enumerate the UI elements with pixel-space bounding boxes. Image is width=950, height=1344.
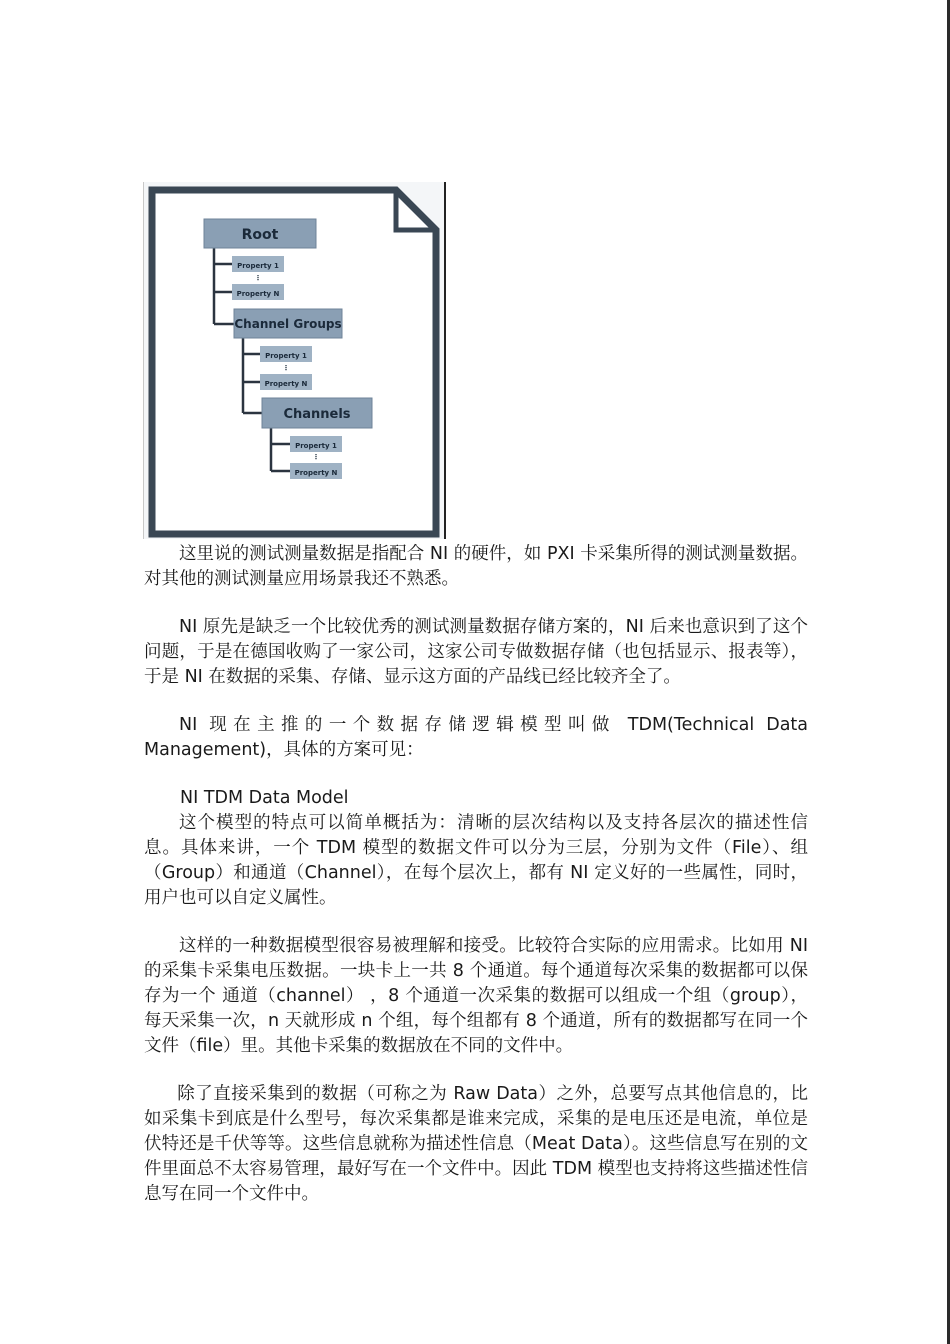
tdm-hierarchy-diagram: [144, 182, 444, 539]
group-property-ellipsis: ⋮: [282, 364, 290, 372]
channel-property-ellipsis: ⋮: [312, 453, 320, 461]
root-property-n-label: Property N: [236, 290, 280, 298]
paragraph-intro: 这里说的测试测量数据是指配合 NI 的硬件，如 PXI 卡采集所得的测试测量数据。对其他的测试测量应用场景我还不熟悉。: [144, 544, 808, 589]
paragraph-tdm: NI 现在主推的一个数据存储逻辑模型叫做 TDM(Technical Data Management)，具体的方案可见：: [144, 715, 808, 760]
channel-groups-label: Channel Groups: [234, 317, 342, 331]
paragraph-model-features: 这个模型的特点可以简单概括为：清晰的层次结构以及支持各层次的描述性信息。具体来讲，一个 TDM 模型的数据文件可以分为三层，分别为文件（File）、组（Group）和通道（Channel），在每个层次上，都有 NI 定义好的一些属性，同时，用户也可以自定义属性。: [144, 813, 808, 908]
channel-property-n-label: Property N: [294, 469, 338, 477]
paragraph-metadata: 除了直接采集到的数据（可称之为 Raw Data）之外，总要写点其他信息的，比如采集卡到底是什么型号，每次采集都是谁来完成，采集的是电压还是电流，单位是伏特还是千伏等等。这些信息就称为描述性信息（Meat Data）。这些信息写在别的文件里面总不太容易管理，最好写在一个文件中。因此 TDM 模型也支持将这些描述性信息写在同一个文件中。: [144, 1084, 808, 1204]
channel-property-1-label: Property 1: [295, 442, 337, 450]
article-body: [144, 542, 808, 1230]
section-heading: NI TDM Data Model: [180, 788, 349, 808]
root-property-ellipsis: ⋮: [254, 274, 262, 282]
tdm-hierarchy-figure: [143, 182, 446, 539]
channels-label: Channels: [283, 407, 351, 422]
paragraph-history: NI 原先是缺乏一个比较优秀的测试测量数据存储方案的，NI 后来也意识到了这个问题，于是在德国收购了一家公司，这家公司专做数据存储（也包括显示、报表等），于是 NI 在数据的采集、存储、显示这方面的产品线已经比较齐全了。: [144, 617, 808, 687]
group-property-n-label: Property N: [264, 380, 308, 388]
root-label: Root: [241, 227, 279, 243]
root-property-1-label: Property 1: [237, 262, 279, 270]
paragraph-example: 这样的一种数据模型很容易被理解和接受。比较符合实际的应用需求。比如用 NI 的采集卡采集电压数据。一块卡上一共 8 个通道。每个通道每次采集的数据都可以保存为一个 通道（channel） ，8 个通道一次采集的数据可以组成一个组（group），每天采集一次，n 天就形成 n 个组，每个组都有 8 个通道，所有的数据都写在同一个文件（file）里。其他卡采集的数据放在不同的文件中。: [144, 936, 808, 1056]
group-property-1-label: Property 1: [265, 352, 307, 360]
